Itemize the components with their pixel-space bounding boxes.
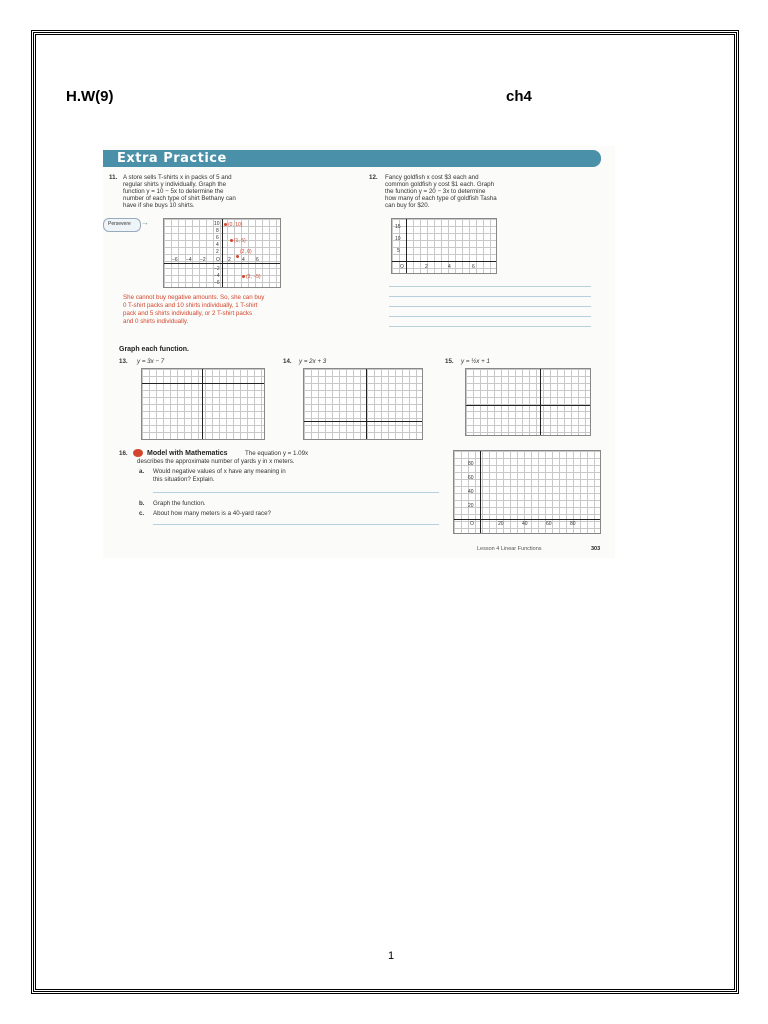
ex16-xtick: O: [470, 521, 474, 527]
ex12-line-5: can buy for $20.: [385, 202, 430, 209]
ex16-ytick: 80: [468, 461, 474, 467]
book-page-number: 303: [591, 546, 601, 552]
ex12-answer-line: [389, 326, 591, 327]
ex11-xtick: 6: [256, 257, 259, 263]
ex15-function: y = ½x + 1: [461, 358, 490, 365]
ex11-ytick: 2: [216, 249, 219, 255]
ex12-graph: [391, 218, 497, 274]
ex12-line-4: how many of each type of goldfish Tasha: [385, 195, 497, 202]
ex11-ytick: −4: [214, 273, 220, 279]
ex11-line-4: number of each type of shirt Bethany can: [123, 195, 236, 202]
scanned-worksheet: [103, 146, 615, 558]
ex16-part-label: b.: [139, 500, 145, 507]
ex11-point: [242, 275, 245, 278]
ex14-function: y = 2x + 3: [299, 358, 327, 365]
ex11-point-label: (0, 10): [228, 222, 243, 228]
ex16-part-text: Graph the function.: [153, 500, 206, 507]
ex16-line-2: describes the approximate number of yards y in x meters.: [137, 458, 295, 465]
homework-title: H.W(9): [66, 88, 114, 105]
banner-title: Extra Practice: [117, 151, 227, 166]
ex11-ytick: 10: [214, 221, 220, 227]
ex14-x-axis: [304, 421, 422, 422]
ex12-xtick: 2: [425, 264, 428, 270]
ex12-xtick: 6: [472, 264, 475, 270]
ex12-ytick: 10: [395, 236, 401, 242]
ex14-number: 14.: [283, 358, 292, 365]
ex11-ytick: 6: [216, 235, 219, 241]
ex16-part-text: About how many meters is a 40-yard race?: [153, 510, 271, 517]
ex11-ytick: 4: [216, 242, 219, 248]
ex16-part-text: Would negative values of x have any meaning in: [153, 468, 286, 475]
ex11-y-axis: [222, 219, 223, 287]
arrow-right-icon: →: [141, 218, 149, 227]
ex16-line-1: The equation y = 1.09x: [245, 450, 309, 457]
ex16-answer-line: [153, 492, 439, 493]
ex15-graph: [465, 368, 591, 436]
ex16-x-axis: [454, 519, 600, 520]
ex12-ytick: 5: [397, 248, 400, 254]
ex16-part-label: a.: [139, 468, 145, 475]
ex16-title: Model with Mathematics: [147, 450, 228, 457]
ex12-number: 12.: [369, 174, 378, 181]
ex13-number: 13.: [119, 358, 128, 365]
ex11-xtick: 2: [228, 257, 231, 263]
ex12-answer-line: [389, 306, 591, 307]
ex14-y-axis: [366, 369, 367, 439]
ex12-answer-line: [389, 296, 591, 297]
extra-practice-banner: [103, 150, 601, 167]
ex11-line-2: regular shirts y individually. Graph the: [123, 181, 227, 188]
ex13-x-axis: [142, 383, 264, 384]
ex11-ytick: 8: [216, 228, 219, 234]
ex16-graph: [453, 450, 601, 534]
graph-each-heading: Graph each function.: [119, 346, 190, 353]
ex11-answer-line-1: She cannot buy negative amounts. So, she can buy: [123, 294, 265, 301]
ex11-answer-line-2: 0 T-shirt packs and 10 shirts individually, 1 T-shirt: [123, 302, 258, 309]
ex12-answer-line: [389, 316, 591, 317]
ex12-ytick: 15: [395, 224, 401, 230]
ex11-point: [224, 223, 227, 226]
ex15-x-axis: [466, 405, 590, 406]
ex11-xtick: −2: [200, 257, 206, 263]
ex12-xtick: 4: [448, 264, 451, 270]
ex11-xtick: 4: [242, 257, 245, 263]
ex15-number: 15.: [445, 358, 454, 365]
ex11-ytick: −6: [214, 280, 220, 286]
ex16-y-axis: [480, 451, 481, 533]
ex16-ytick: 40: [468, 489, 474, 495]
ex11-number: 11.: [109, 174, 118, 181]
ex12-answer-line: [389, 286, 591, 287]
ex11-xtick: −6: [172, 257, 178, 263]
ex13-function: y = 3x − 7: [137, 358, 165, 365]
ex11-point: [230, 239, 233, 242]
ex13-graph: [141, 368, 265, 440]
ex14-graph: [303, 368, 423, 440]
page-number: 1: [388, 950, 395, 962]
ex11-answer-line-4: and 0 shirts individually.: [123, 318, 189, 325]
ex11-line-5: have if she buys 10 shirts.: [123, 202, 195, 209]
ex11-graph: [163, 218, 281, 288]
ex16-part-text: this situation? Explain.: [153, 476, 215, 483]
ex11-point-label: (3, −5): [246, 274, 261, 280]
persevere-label: Persevere: [108, 221, 131, 227]
ex16-number: 16.: [119, 450, 128, 457]
ex12-line-1: Fancy goldfish x cost $3 each and: [385, 174, 479, 181]
ex12-line-3: the function y = 20 − 3x to determine: [385, 188, 486, 195]
ex12-x-axis: [392, 261, 496, 262]
ex16-part-label: c.: [139, 510, 145, 517]
ex16-answer-line: [153, 524, 439, 525]
lesson-footer: Lesson 4 Linear Functions: [477, 546, 542, 552]
ex12-y-axis: [406, 219, 407, 273]
ex11-point-label: (2, 0): [240, 249, 252, 255]
ex15-y-axis: [540, 369, 541, 435]
ex11-line-3: function y = 10 − 5x to determine the: [123, 188, 224, 195]
persevere-tag: [103, 218, 141, 232]
ex16-xtick: 20: [498, 521, 504, 527]
chapter-label: ch4: [506, 88, 532, 105]
ex16-ytick: 60: [468, 475, 474, 481]
ex11-answer-line-3: pack and 5 shirts individually, or 2 T-shirt packs: [123, 310, 253, 317]
ex11-xtick: −4: [186, 257, 192, 263]
ex11-ytick: −2: [214, 266, 220, 272]
ex16-xtick: 80: [570, 521, 576, 527]
ex12-line-2: common goldfish y cost $1 each. Graph: [385, 181, 495, 188]
ex16-xtick: 60: [546, 521, 552, 527]
ex11-xtick: O: [216, 257, 220, 263]
ex13-y-axis: [202, 369, 203, 439]
ex12-xtick: O: [400, 264, 404, 270]
model-badge-icon: [133, 449, 143, 457]
ex11-point: [236, 255, 239, 258]
ex16-xtick: 40: [522, 521, 528, 527]
ex11-line-1: A store sells T-shirts x in packs of 5 and: [123, 174, 232, 181]
ex11-point-label: (1, 5): [234, 238, 246, 244]
ex16-ytick: 20: [468, 503, 474, 509]
